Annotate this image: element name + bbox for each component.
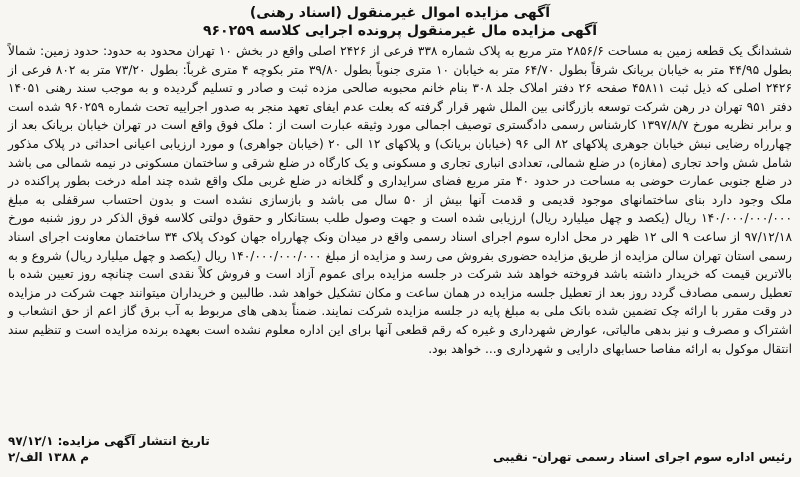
publication-date: تاریخ انتشار آگهی مزایده: ۹۷/۱۲/۱: [8, 434, 210, 448]
auction-notice: [8, 4, 792, 469]
notice-body-text: ششدانگ یک قطعه زمین به مساحت ۲۸۵۶/۶ متر مربع به پلاک شماره ۳۳۸ فرعی از ۲۴۲۶ اصلی واقع در بخش ۱۰ تهران محدود به حدود: حدود زمین: شمالاً بطول ۴۴/۹۵ متر به خیابان بریانک شرقاً بطول ۶۴/۷۰ متر به خیابان ۱۰ متری جنوباً بطول ۳۹/۸۰ متر بکوچه ۴ متری غرباً: بطول ۷۳/۲۰ متر به ۸۰۲ فرعی از ۲۴۲۶ اصلی که ذیل ثبت ۴۵۸۱۱ صفحه ۲۶ دفتر املاک جلد ۳۰۸ بنام خانم محبوبه صالحی مزده ثبت و صادر و تسلیم گردیده و به موجب سند رهنی ۱۴۰۵۱ دفتر ۹۵۱ تهران در رهن شرکت توسعه بازرگانی بین الملل شهر قرار گرفته که بعلت عدم ایفای تعهد منجر به صدور اجراییه تحت شماره ۹۶۰۲۵۹ شده است و برابر نظریه مورخ ۱۳۹۷/۸/۷ کارشناس رسمی دادگستری توصیف اجمالی مورد وثیقه عبارت است از : ملک فوق واقع است در تهران خیابان بریانک بعد از چهارراه رضایی نبش خیابان جوهری پلاکهای ۸۲ الی ۹۶ (خیابان بریانک) و پلاکهای ۱۲ الی ۲۰ (خیابان جواهری) و مورد ارزیابی اعیانی احداثی در پلاک مذکور شامل شش واحد تجاری (مغازه) در ضلع شمالی، تعدادی انباری تجاری و مسکونی و یک کارگاه در ضلع شرقی و ساختمان مسکونی در نیمه شمالی می باشد در ضلع جنوبی عمارت حوضی به مساحت در حدود ۴۰ متر مربع فضای سرایداری و گلخانه در ضلع غربی ملک واقع شده چند امله درخت بطور پراکنده در ملک وجود دارد بنای ساختمانهای موجود قدیمی و قدمت آنها بیش از ۵۰ سال می باشد و بازسازی نشده است و بدون احتساب سرقفلی به مبلغ ۱۴۰/۰۰۰/۰۰۰/۰۰۰ ریال (یکصد و چهل میلیارد ریال) ارزیابی شده است و جهت وصول طلب بستانکار و حقوق دولتی کلاسه فوق الذکر در روز شنبه مورخ ۹۷/۱۲/۱۸ از ساعت ۹ الی ۱۲ ظهر در محل اداره سوم اجرای اسناد رسمی واقع در میدان ونک چهارراه جهان کودک پلاک ۳۴ ساختمان معاونت اجرای اسناد رسمی استان تهران سالن مزایده از طریق مزایده حضوری بفروش می رسد و مزایده از مبلغ ۱۴۰/۰۰۰/۰۰۰/۰۰۰ ریال (یکصد و چهل میلیارد ریال) شروع و به بالاترین قیمت که خریدار داشته باشد فروخته خواهد شد شرکت در جلسه مزایده برای عموم آزاد است و فروش کلاً نقدی است چنانچه روز تعیین شده با تعطیل رسمی مصادف گردد روز بعد از تعطیل جلسه مزایده در همان ساعت و مکان تشکیل خواهد شد. طالبین و خریداران میتوانند جهت شرکت در مزایده در وقت مقرر با ارائه چک تضمین شده بانک ملی به مبلغ پایه در جلسه مزایده شرکت نمایند. ضمناً بدهی های مربوط به آب برق گاز اعم از حق انشعاب و اشتراک و مصرف و نیز بدهی مالیاتی، عوارض شهرداری و غیره که رقم قطعی آنها برای این اداره معلوم نشده است بعهده برنده مزایده است و تنظیم سند انتقال موکول به ارائه مفاصا حسابهای دارایی و شهرداری و... خواهد بود.: [8, 44, 793, 356]
notice-header: [8, 4, 792, 40]
notice-subtitle: آگهی مزایده مال غیرمنقول پرونده اجرایی کلاسه ۹۶۰۲۵۹: [202, 23, 598, 39]
notice-title: آگهی مزایده اموال غیرمنقول (اسناد رهنی): [249, 5, 551, 21]
signature: رئیس اداره سوم اجرای اسناد رسمی تهران- نقیبی: [492, 450, 792, 464]
notice-code: ۲/م ۱۳۸۸ الف: [8, 450, 90, 464]
signature-row: [8, 449, 792, 465]
notice-footer: [8, 433, 792, 465]
